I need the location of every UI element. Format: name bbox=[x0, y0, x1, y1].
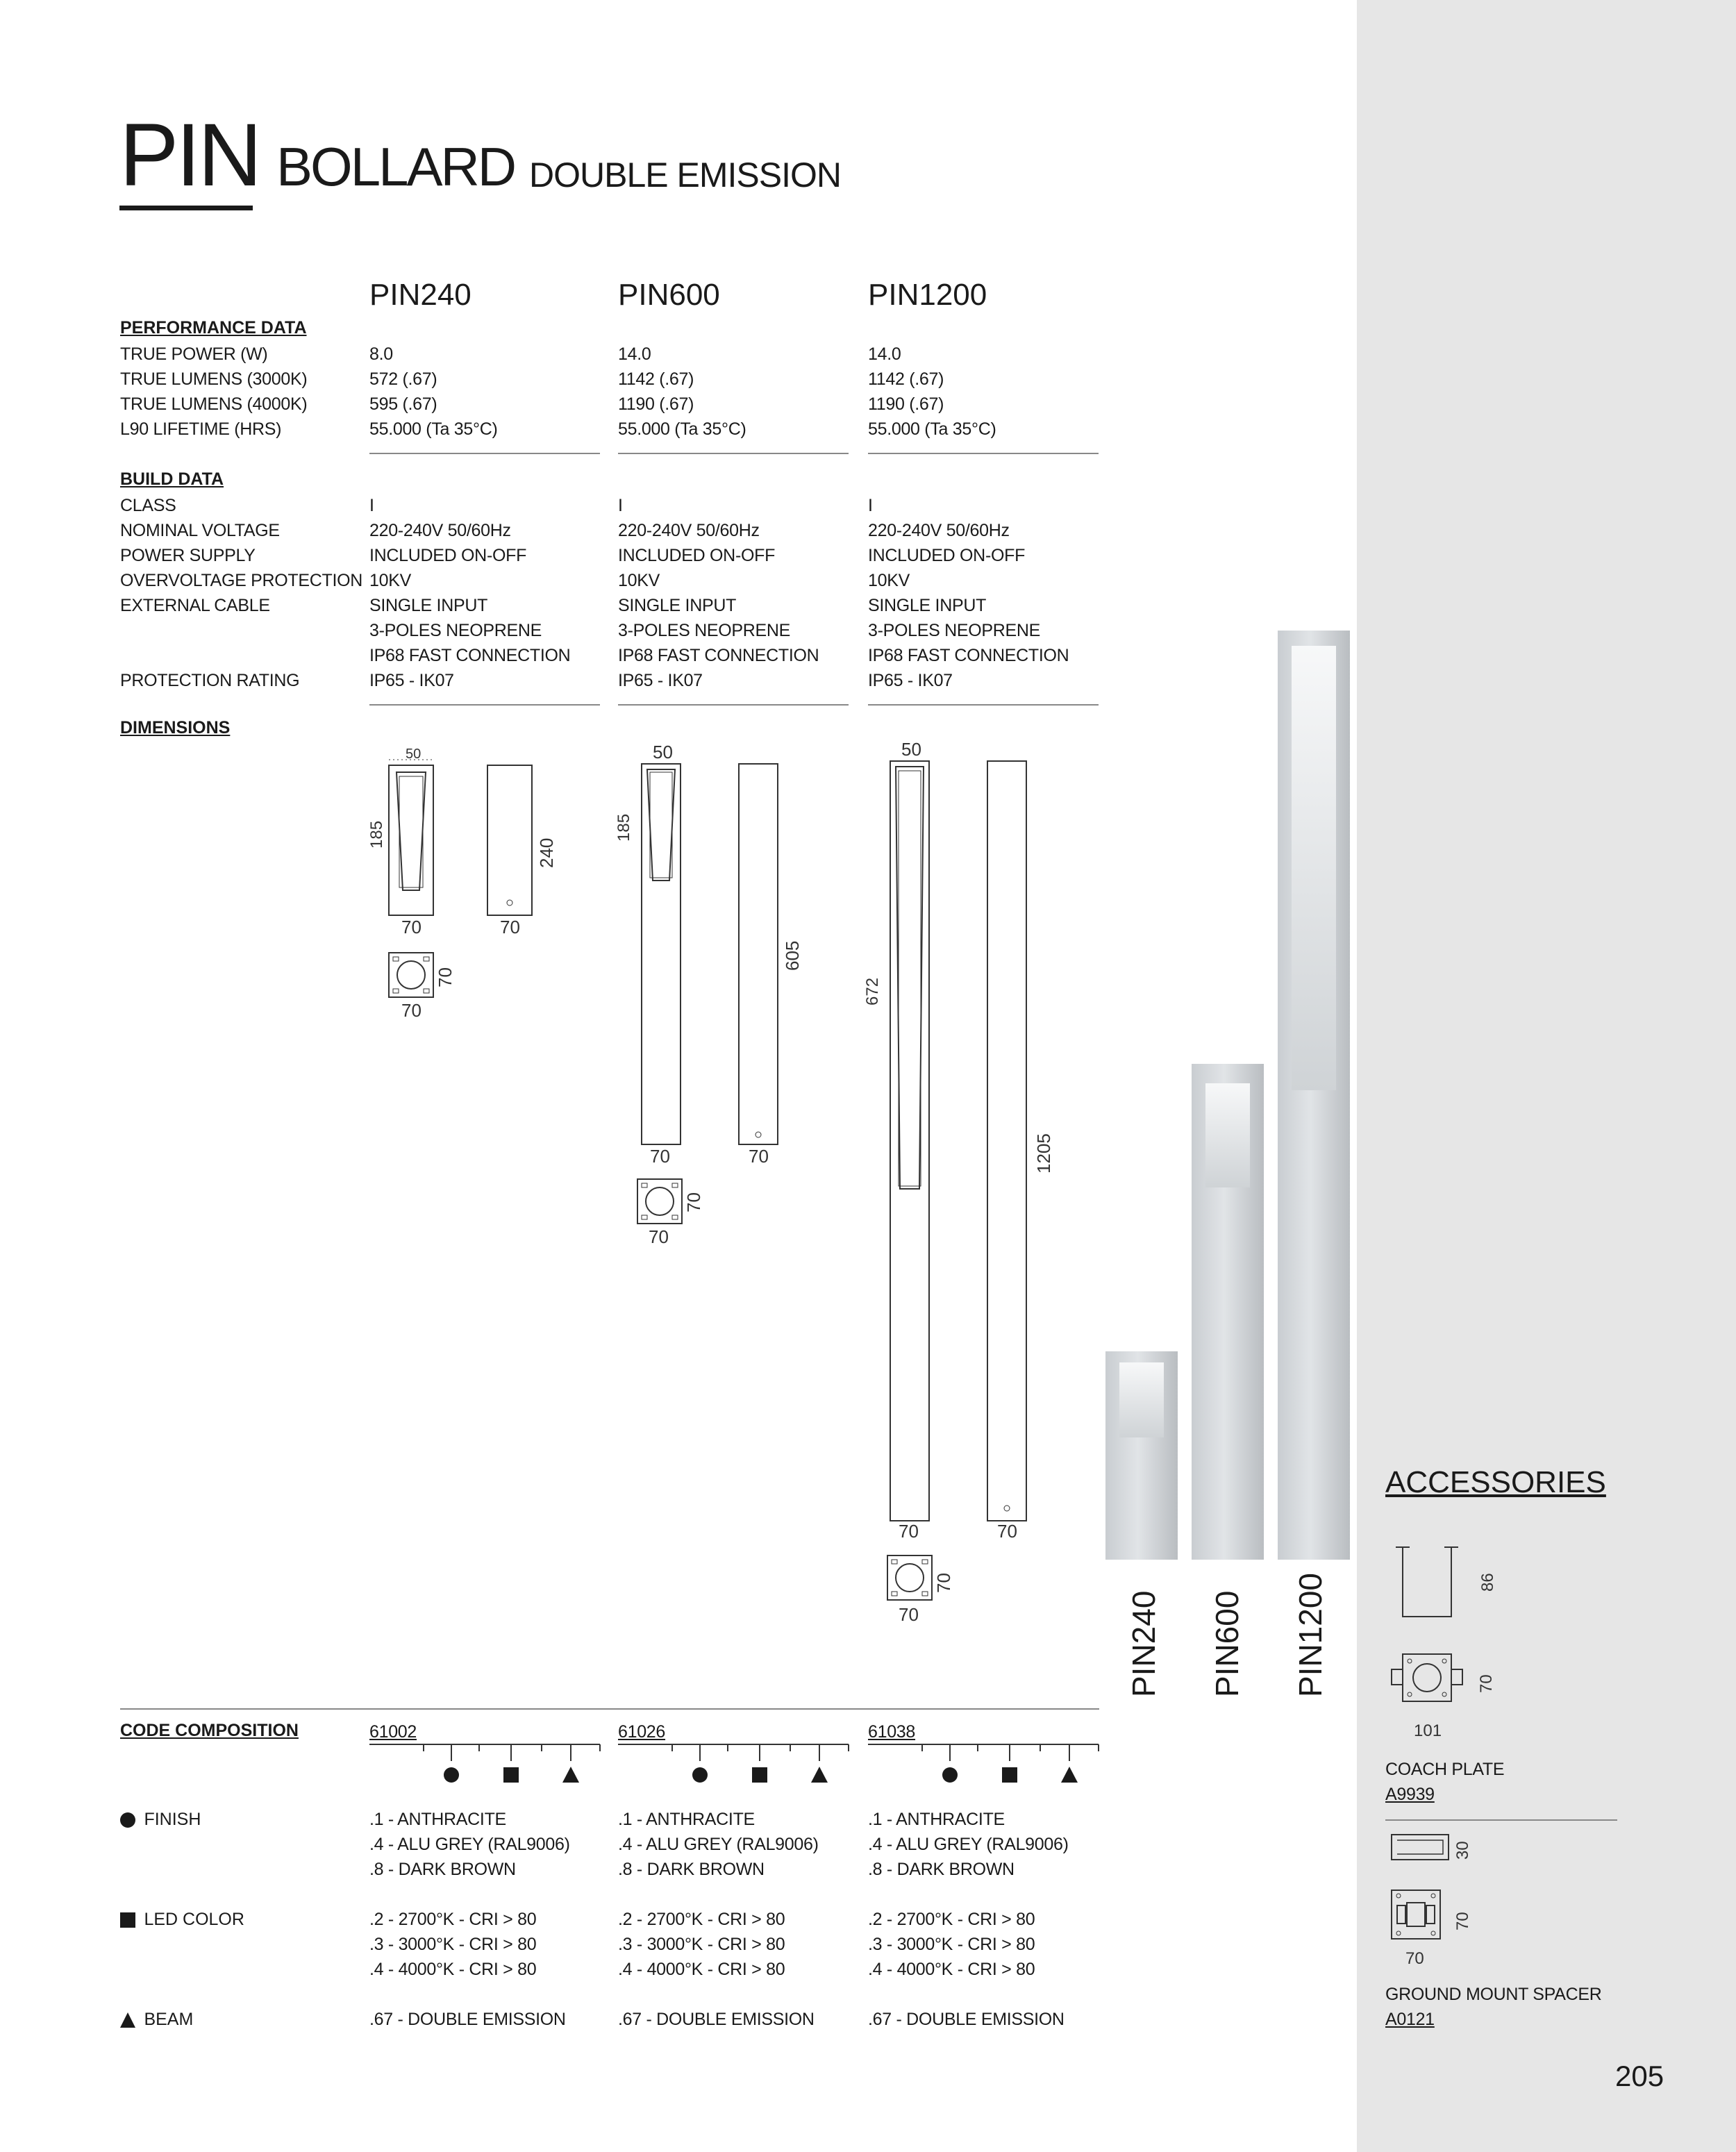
finish-icon bbox=[692, 1767, 708, 1783]
build-value: 3-POLES NEOPRENE bbox=[868, 621, 1041, 640]
product-label-pin1200: PIN1200 bbox=[1292, 1572, 1328, 1697]
coach-dim-w: 101 bbox=[1414, 1721, 1442, 1740]
code-number: 61002 bbox=[369, 1722, 417, 1742]
build-label: PROTECTION RATING bbox=[120, 671, 300, 690]
dim-pin1200-w1: 70 bbox=[899, 1521, 919, 1542]
dim-pin600-top: 50 bbox=[653, 742, 673, 762]
build-value: IP65 - IK07 bbox=[369, 671, 454, 690]
dim-pin240-w1: 70 bbox=[401, 917, 422, 937]
build-label: EXTERNAL CABLE bbox=[120, 596, 270, 615]
pin600-product-image bbox=[1192, 1064, 1264, 1560]
finish-icon bbox=[942, 1767, 958, 1783]
coach-dim-side: 70 bbox=[1477, 1674, 1496, 1693]
dim-pin600-base-h: 70 bbox=[683, 1192, 704, 1212]
build-label: OVERVOLTAGE PROTECTION bbox=[120, 571, 363, 590]
perf-label: TRUE LUMENS (3000K) bbox=[120, 369, 308, 389]
build-value: INCLUDED ON-OFF bbox=[618, 546, 776, 565]
beam-option: .67 - DOUBLE EMISSION bbox=[868, 2010, 1065, 2029]
build-value: SINGLE INPUT bbox=[369, 596, 488, 615]
spacer-dim-h: 30 bbox=[1453, 1841, 1472, 1860]
dim-pin240-w2: 70 bbox=[500, 917, 520, 937]
finish-label: FINISH bbox=[144, 1810, 201, 1829]
code-divider bbox=[120, 1708, 1099, 1710]
dim-pin240-slot: 185 bbox=[367, 820, 386, 849]
build-value: INCLUDED ON-OFF bbox=[868, 546, 1026, 565]
build-value: IP68 FAST CONNECTION bbox=[369, 646, 571, 665]
build-value: 3-POLES NEOPRENE bbox=[369, 621, 542, 640]
model-title-pin240: PIN240 bbox=[369, 278, 471, 312]
finish-icon bbox=[120, 1812, 135, 1828]
led-option: .2 - 2700°K - CRI > 80 bbox=[868, 1910, 1035, 1929]
beam-label: BEAM bbox=[144, 2010, 194, 2029]
build-value: 220-240V 50/60Hz bbox=[868, 521, 1010, 540]
code-diagram-61002 bbox=[369, 1744, 600, 1783]
spacer-code: A0121 bbox=[1385, 2010, 1435, 2029]
perf-label: TRUE LUMENS (4000K) bbox=[120, 394, 308, 414]
pin1200-front-view bbox=[890, 761, 929, 1521]
build-value: 10KV bbox=[369, 571, 411, 590]
perf-value: 14.0 bbox=[868, 344, 901, 364]
spacer-name: GROUND MOUNT SPACER bbox=[1385, 1985, 1602, 2004]
led-option: .3 - 3000°K - CRI > 80 bbox=[868, 1935, 1035, 1954]
pin600-base-plan bbox=[637, 1179, 682, 1224]
finish-icon bbox=[444, 1767, 459, 1783]
finish-option: .1 - ANTHRACITE bbox=[868, 1810, 1005, 1829]
dim-pin600-w1: 70 bbox=[650, 1146, 670, 1167]
pin240-base-plan bbox=[389, 953, 433, 997]
pin1200-product-image bbox=[1278, 631, 1350, 1560]
perf-value: 8.0 bbox=[369, 344, 393, 364]
led-color-legend bbox=[120, 1910, 244, 1930]
finish-option: .8 - DARK BROWN bbox=[618, 1860, 765, 1879]
finish-option: .4 - ALU GREY (RAL9006) bbox=[618, 1835, 819, 1854]
accessories-title: ACCESSORIES bbox=[1385, 1465, 1606, 1499]
perf-value: 572 (.67) bbox=[369, 369, 437, 389]
dim-pin1200-top: 50 bbox=[901, 739, 921, 760]
dim-pin1200-w2: 70 bbox=[997, 1521, 1017, 1542]
pin240-front-view bbox=[389, 760, 433, 915]
perf-label: TRUE POWER (W) bbox=[120, 344, 268, 364]
pin240-product-image bbox=[1105, 1351, 1178, 1560]
perf-value: 1142 (.67) bbox=[868, 369, 944, 389]
beam-icon bbox=[120, 2012, 135, 2028]
build-value: SINGLE INPUT bbox=[618, 596, 737, 615]
build-label: NOMINAL VOLTAGE bbox=[120, 521, 280, 540]
beam-icon bbox=[562, 1767, 579, 1783]
led-option: .4 - 4000°K - CRI > 80 bbox=[868, 1960, 1035, 1979]
page-number: 205 bbox=[1615, 2060, 1664, 2092]
build-value: 10KV bbox=[868, 571, 910, 590]
code-composition-diagrams bbox=[0, 1736, 1357, 1792]
beam-icon bbox=[811, 1767, 828, 1783]
perf-value: 1142 (.67) bbox=[618, 369, 694, 389]
build-value: IP65 - IK07 bbox=[868, 671, 953, 690]
led-color-label: LED COLOR bbox=[144, 1910, 244, 1929]
led-option: .4 - 4000°K - CRI > 80 bbox=[369, 1960, 537, 1979]
beam-option: .67 - DOUBLE EMISSION bbox=[618, 2010, 815, 2029]
pin240-light-slot bbox=[1119, 1362, 1164, 1437]
led-color-icon bbox=[120, 1912, 135, 1928]
code-number: 61026 bbox=[618, 1722, 666, 1742]
perf-value: 55.000 (Ta 35°C) bbox=[618, 419, 746, 439]
model-title-pin1200: PIN1200 bbox=[868, 278, 987, 312]
perf-value: 55.000 (Ta 35°C) bbox=[369, 419, 498, 439]
title-bollard: BOLLARD bbox=[276, 136, 515, 197]
dim-pin240-height: 240 bbox=[536, 837, 557, 868]
dim-pin600-height: 605 bbox=[782, 940, 803, 971]
dim-pin240-top: 50 bbox=[406, 746, 422, 762]
code-diagram-61026 bbox=[618, 1744, 849, 1783]
led-option: .2 - 2700°K - CRI > 80 bbox=[618, 1910, 785, 1929]
led-option: .2 - 2700°K - CRI > 80 bbox=[369, 1910, 537, 1929]
pin240-side-view bbox=[487, 765, 532, 915]
accessory-divider bbox=[1385, 1819, 1617, 1821]
title-pin: PIN bbox=[119, 106, 260, 205]
perf-value: 1190 (.67) bbox=[868, 394, 944, 414]
build-value: I bbox=[369, 496, 374, 515]
build-value: IP65 - IK07 bbox=[618, 671, 703, 690]
build-section-title: BUILD DATA bbox=[120, 469, 224, 489]
build-label: CLASS bbox=[120, 496, 176, 515]
build-value: I bbox=[868, 496, 873, 515]
coach-plate-name: COACH PLATE bbox=[1385, 1760, 1505, 1779]
led-option: .3 - 3000°K - CRI > 80 bbox=[369, 1935, 537, 1954]
spacer-dim-side: 70 bbox=[1453, 1912, 1472, 1930]
perf-value: 55.000 (Ta 35°C) bbox=[868, 419, 996, 439]
led-option: .4 - 4000°K - CRI > 80 bbox=[618, 1960, 785, 1979]
finish-option: .4 - ALU GREY (RAL9006) bbox=[868, 1835, 1069, 1854]
coach-plate-code: A9939 bbox=[1385, 1785, 1435, 1804]
finish-option: .4 - ALU GREY (RAL9006) bbox=[369, 1835, 570, 1854]
code-diagram-61038 bbox=[868, 1744, 1099, 1783]
spacer-dim-w: 70 bbox=[1405, 1949, 1424, 1968]
performance-section-title: PERFORMANCE DATA bbox=[120, 318, 307, 337]
dim-pin240-base-h: 70 bbox=[435, 967, 456, 987]
dim-pin600-w2: 70 bbox=[749, 1146, 769, 1167]
build-value: 220-240V 50/60Hz bbox=[618, 521, 760, 540]
perf-value: 595 (.67) bbox=[369, 394, 437, 414]
finish-option: .8 - DARK BROWN bbox=[868, 1860, 1015, 1879]
perf-value: 1190 (.67) bbox=[618, 394, 694, 414]
build-value: IP68 FAST CONNECTION bbox=[868, 646, 1069, 665]
pin1200-base-plan bbox=[887, 1555, 932, 1600]
dim-pin1200-base-w: 70 bbox=[899, 1604, 919, 1625]
dimensions-section-title: DIMENSIONS bbox=[120, 718, 231, 737]
dim-pin600-base-w: 70 bbox=[649, 1226, 669, 1247]
beam-icon bbox=[1061, 1767, 1078, 1783]
build-label: POWER SUPPLY bbox=[120, 546, 256, 565]
code-number: 61038 bbox=[868, 1722, 916, 1742]
beam-legend bbox=[120, 2010, 193, 2030]
pin1200-side-view bbox=[987, 761, 1026, 1521]
dim-pin240-base-w: 70 bbox=[401, 1000, 422, 1021]
coach-plate-drawing bbox=[1382, 1542, 1521, 1743]
dim-pin600-slot: 185 bbox=[615, 813, 633, 842]
led-color-icon bbox=[503, 1767, 519, 1783]
build-value: IP68 FAST CONNECTION bbox=[618, 646, 819, 665]
dim-pin1200-base-h: 70 bbox=[933, 1573, 954, 1593]
dim-pin1200-height: 1205 bbox=[1033, 1133, 1054, 1174]
dim-pin1200-slot: 672 bbox=[863, 977, 882, 1006]
build-value: INCLUDED ON-OFF bbox=[369, 546, 527, 565]
finish-option: .8 - DARK BROWN bbox=[369, 1860, 516, 1879]
product-label-pin240: PIN240 bbox=[1126, 1590, 1162, 1697]
model-title-pin600: PIN600 bbox=[618, 278, 720, 312]
ground-mount-spacer-drawing bbox=[1382, 1826, 1521, 1972]
title-emission: DOUBLE EMISSION bbox=[529, 156, 841, 194]
finish-legend bbox=[120, 1810, 201, 1830]
build-value: 220-240V 50/60Hz bbox=[369, 521, 511, 540]
build-value: I bbox=[618, 496, 623, 515]
led-option: .3 - 3000°K - CRI > 80 bbox=[618, 1935, 785, 1954]
build-value: SINGLE INPUT bbox=[868, 596, 987, 615]
product-label-pin600: PIN600 bbox=[1209, 1590, 1245, 1697]
finish-option: .1 - ANTHRACITE bbox=[369, 1810, 506, 1829]
pin600-light-slot bbox=[1205, 1083, 1250, 1187]
finish-option: .1 - ANTHRACITE bbox=[618, 1810, 755, 1829]
pin600-front-view bbox=[642, 764, 681, 1144]
perf-label: L90 LIFETIME (HRS) bbox=[120, 419, 282, 439]
build-value: 10KV bbox=[618, 571, 660, 590]
code-section-title: CODE COMPOSITION bbox=[120, 1721, 299, 1740]
led-color-icon bbox=[752, 1767, 767, 1783]
beam-option: .67 - DOUBLE EMISSION bbox=[369, 2010, 566, 2029]
build-value: 3-POLES NEOPRENE bbox=[618, 621, 791, 640]
pin1200-light-slot bbox=[1292, 646, 1336, 1090]
led-color-icon bbox=[1002, 1767, 1017, 1783]
coach-dim-h: 86 bbox=[1478, 1573, 1497, 1592]
perf-value: 14.0 bbox=[618, 344, 651, 364]
pin600-side-view bbox=[739, 764, 778, 1144]
